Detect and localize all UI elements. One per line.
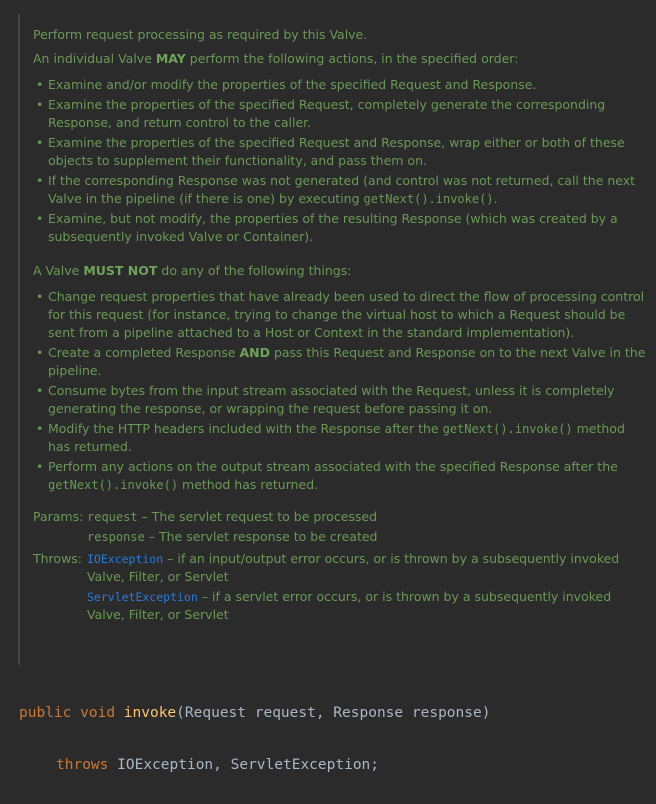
- must-not-item: • Change request properties that have already been used to direct the flow of processing control for this request (for instance, trying to change the virtual host to which a Request should be sent from a pipeline attached to a Host or Context in the standard implementation).: [33, 288, 648, 342]
- method-name[interactable]: invoke: [123, 705, 177, 721]
- params-section: [33, 508, 656, 548]
- javadoc-popup: [18, 14, 656, 665]
- may-item: • Examine and/or modify the properties of the specified Request and Response.: [33, 76, 648, 94]
- must-not-item: • Create a completed Response AND pass this Request and Response on to the next Valve in the pipeline.: [33, 344, 648, 380]
- param-item: request – The servlet request to be processed: [87, 509, 378, 524]
- may-list: [33, 76, 656, 246]
- must-not-item: • Perform any actions on the output stream associated with the specified Response after the getNext().invoke() method has returned.: [33, 458, 648, 494]
- must-not-item: • Modify the HTTP headers included with the Response after the getNext().invoke() method has returned.: [33, 420, 648, 456]
- exception-link[interactable]: ServletException: [87, 590, 198, 604]
- param-item: response – The servlet response to be created: [87, 529, 378, 544]
- javadoc-content: [20, 14, 656, 626]
- param-name: request: [87, 510, 138, 524]
- param-name: response: [87, 530, 145, 544]
- must-not-item: • Consume bytes from the input stream associated with the Request, unless it is completely generating the response, or wrapping the request before passing it on.: [33, 382, 648, 418]
- doc-summary: Perform request processing as required by this Valve.: [33, 27, 368, 42]
- may-item: • Examine the properties of the specified Request and Response, wrap either or both of these objects to supplement their functionality, and pass them on.: [33, 134, 648, 170]
- code-snippet: getNext().invoke(): [48, 478, 179, 492]
- must-not-list: [33, 288, 656, 494]
- may-item: • Examine, but not modify, the properties of the resulting Response (which was created by a subsequently invoked Valve or Container).: [33, 210, 648, 246]
- params-label: Params:: [33, 509, 84, 524]
- doc-may-intro: An individual Valve MAY perform the following actions, in the specified order:: [33, 51, 519, 66]
- code-editor-lines[interactable]: [19, 674, 490, 804]
- code-snippet: getNext().invoke(): [442, 422, 573, 436]
- throws-section: [33, 550, 656, 626]
- may-item: • Examine the properties of the specified Request, completely generate the corresponding Response, and return control to the caller.: [33, 96, 648, 132]
- may-item: • If the corresponding Response was not generated (and control was not returned, call the next Valve in the pipeline (if there is one) by executing getNext().invoke().: [33, 172, 648, 208]
- throws-clause-line[interactable]: throws IOException, ServletException;: [56, 757, 380, 773]
- doc-tags: [33, 508, 656, 626]
- throws-label: Throws:: [33, 551, 83, 566]
- doc-must-intro: A Valve MUST NOT do any of the following things:: [33, 263, 352, 278]
- exception-link[interactable]: IOException: [87, 552, 164, 566]
- code-snippet: getNext().invoke(): [363, 192, 494, 206]
- throws-item: ServletException – if a servlet error occurs, or is thrown by a subsequently invoked Valve, Filter, or Servlet: [87, 589, 612, 622]
- method-signature-line[interactable]: public void invoke(Request request, Response response): [19, 705, 491, 721]
- throws-item: IOException – if an input/output error occurs, or is thrown by a subsequently invoked Valve, Filter, or Servlet: [87, 551, 620, 584]
